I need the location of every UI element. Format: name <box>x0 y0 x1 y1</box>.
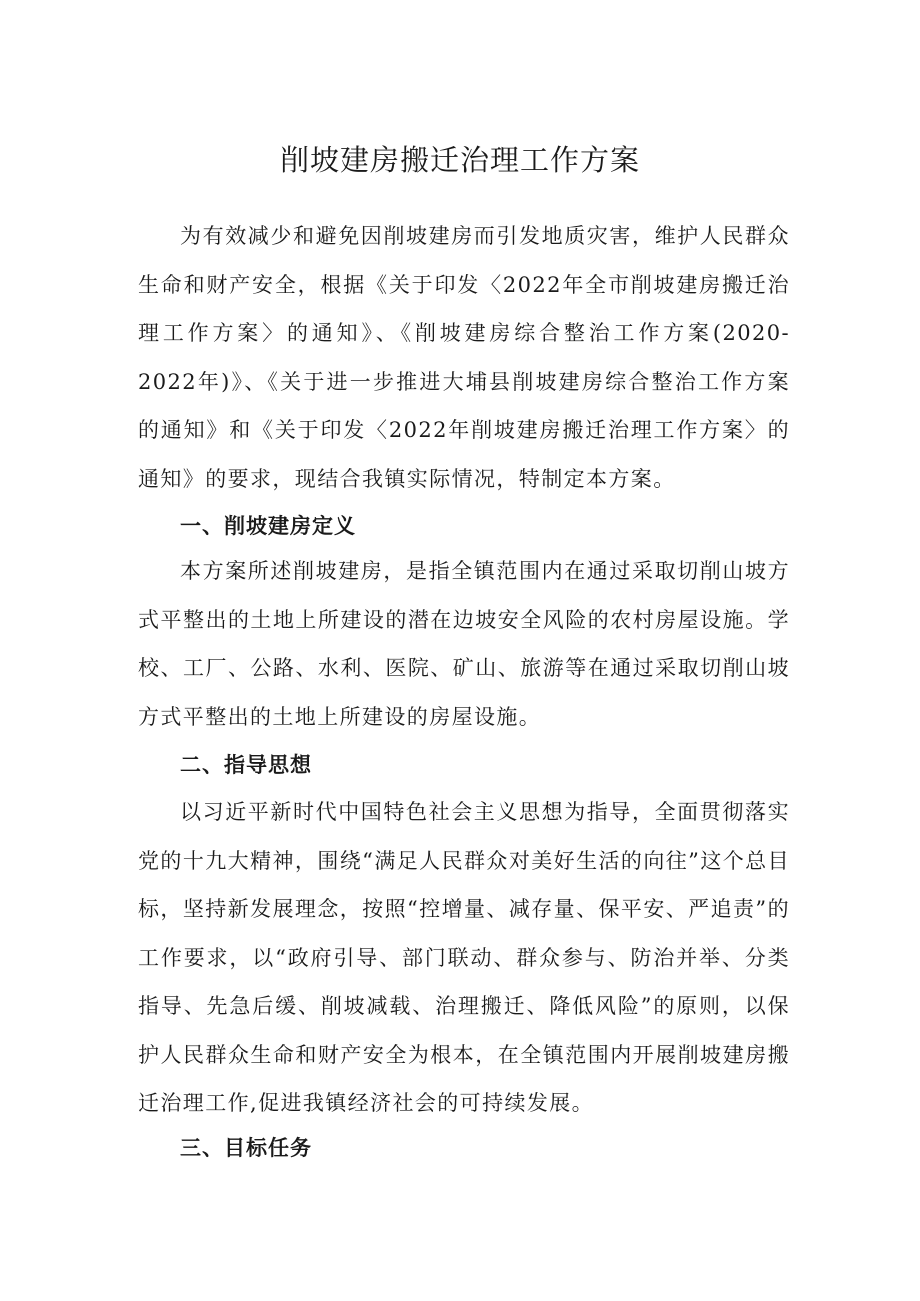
section-body-definition: 本方案所述削坡建房，是指全镇范围内在通过采取切削山坡方式平整出的土地上所建设的潜在边坡安全风险的农村房屋设施。学校、工厂、公路、水利、医院、矿山、旅游等在通过采取切削山坡方式平整出的土地上所建设的房屋设施。 <box>138 559 790 729</box>
document-title: 削坡建房搬迁治理工作方案 <box>279 143 640 177</box>
section-body-guiding-thought: 以习近平新时代中国特色社会主义思想为指导，全面贯彻落实党的十九大精神，围绕“满足人民群众对美好生活的向往”这个总目标，坚持新发展理念，按照“控增量、减存量、保平安、严追责”的工作要求，以“政府引导、部门联动、群众参与、防治并举、分类指导、先急后缓、削坡减载、治理搬迁、降低风险”的原则，以保护人民群众生命和财产安全为根本，在全镇范围内开展削坡建房搬迁治理工作,促进我镇经济社会的可持续发展。 <box>138 800 790 1115</box>
section-heading-definition: 一、削坡建房定义 <box>180 514 356 538</box>
section-heading-guiding-thought: 二、指导思想 <box>180 753 312 777</box>
intro-paragraph: 为有效减少和避免因削坡建房而引发地质灾害，维护人民群众生命和财产安全，根据《关于印发〈2022年全市削坡建房搬迁治理工作方案〉的通知》、《削坡建房综合整治工作方案(2020-2022年)》、《关于进一步推进大埔县削坡建房综合整治工作方案的通知》和《关于印发〈2022年削坡建房搬迁治理工作方案〉的通知》的要求，现结合我镇实际情况，特制定本方案。 <box>138 224 790 491</box>
section-heading-targets: 三、目标任务 <box>180 1136 312 1160</box>
